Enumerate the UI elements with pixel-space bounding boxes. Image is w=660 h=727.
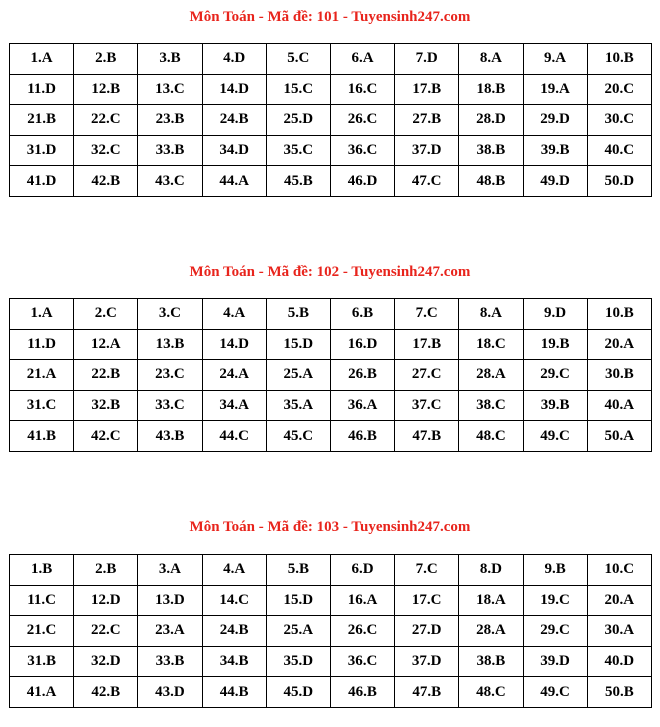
answer-cell: 50.B [587,677,651,708]
answer-cell: 7.C [395,555,459,586]
answer-cell: 16.D [330,329,394,360]
answer-cell: 41.D [10,166,74,197]
answer-cell: 10.C [587,555,651,586]
answer-cell: 48.C [459,421,523,452]
answer-cell: 13.C [138,74,202,105]
answer-cell: 17.C [395,585,459,616]
answer-cell: 44.C [202,421,266,452]
answer-cell: 13.D [138,585,202,616]
answer-cell: 3.A [138,555,202,586]
answer-cell: 19.C [523,585,587,616]
table-row [10,74,652,105]
answer-cell: 26.B [330,360,394,391]
answer-table-102 [9,298,652,452]
answer-cell: 48.B [459,166,523,197]
answer-cell: 19.A [523,74,587,105]
answer-cell: 9.B [523,555,587,586]
answer-cell: 50.D [587,166,651,197]
answer-cell: 30.B [587,360,651,391]
table-row [10,166,652,197]
answer-cell: 20.A [587,329,651,360]
answer-cell: 20.A [587,585,651,616]
answer-cell: 22.B [74,360,138,391]
answer-cell: 1.A [10,44,74,75]
table-row [10,329,652,360]
answer-cell: 35.D [266,646,330,677]
answer-table-body [10,44,652,197]
answer-cell: 37.D [395,135,459,166]
answer-cell: 50.A [587,421,651,452]
answer-cell: 28.D [459,105,523,136]
answer-cell: 42.B [74,166,138,197]
answer-cell: 26.C [330,105,394,136]
answer-cell: 43.C [138,166,202,197]
table-row [10,585,652,616]
answer-cell: 8.D [459,555,523,586]
answer-cell: 21.B [10,105,74,136]
answer-cell: 12.B [74,74,138,105]
table-row [10,135,652,166]
answer-cell: 46.B [330,421,394,452]
answer-cell: 9.A [523,44,587,75]
answer-table-103 [9,554,652,708]
answer-cell: 39.D [523,646,587,677]
answer-cell: 31.C [10,390,74,421]
table-row [10,616,652,647]
answer-cell: 37.D [395,646,459,677]
answer-cell: 10.B [587,299,651,330]
answer-cell: 30.A [587,616,651,647]
answer-cell: 45.D [266,677,330,708]
answer-cell: 5.B [266,555,330,586]
answer-cell: 33.B [138,135,202,166]
answer-table-101 [9,43,652,197]
answer-cell: 13.B [138,329,202,360]
answer-cell: 34.D [202,135,266,166]
answer-cell: 25.D [266,105,330,136]
answer-cell: 36.C [330,135,394,166]
answer-cell: 20.C [587,74,651,105]
answer-cell: 19.B [523,329,587,360]
answer-cell: 31.B [10,646,74,677]
answer-cell: 6.B [330,299,394,330]
table-row [10,360,652,391]
answer-cell: 38.B [459,646,523,677]
answer-cell: 38.B [459,135,523,166]
answer-cell: 21.C [10,616,74,647]
answer-cell: 49.C [523,677,587,708]
answer-cell: 14.C [202,585,266,616]
answer-cell: 18.B [459,74,523,105]
answer-cell: 15.C [266,74,330,105]
answer-table-body [10,299,652,452]
answer-cell: 35.A [266,390,330,421]
answer-cell: 6.A [330,44,394,75]
answer-cell: 29.D [523,105,587,136]
answer-cell: 30.C [587,105,651,136]
answer-cell: 46.D [330,166,394,197]
answer-cell: 22.C [74,616,138,647]
answer-cell: 42.C [74,421,138,452]
answer-cell: 4.D [202,44,266,75]
answer-cell: 36.C [330,646,394,677]
answer-cell: 33.B [138,646,202,677]
answer-cell: 7.C [395,299,459,330]
answer-cell: 45.B [266,166,330,197]
table-row [10,44,652,75]
table-row [10,677,652,708]
answer-cell: 5.C [266,44,330,75]
answer-cell: 32.C [74,135,138,166]
answer-cell: 11.D [10,74,74,105]
answer-cell: 49.C [523,421,587,452]
answer-cell: 43.B [138,421,202,452]
section-1-title: Môn Toán - Mã đề: 101 - Tuyensinh247.com [189,9,471,25]
answer-cell: 46.B [330,677,394,708]
answer-cell: 25.A [266,616,330,647]
section-3-title: Môn Toán - Mã đề: 103 - Tuyensinh247.com [189,519,471,535]
answer-cell: 3.B [138,44,202,75]
answer-cell: 22.C [74,105,138,136]
answer-cell: 14.D [202,74,266,105]
answer-cell: 27.B [395,105,459,136]
answer-cell: 4.A [202,299,266,330]
answer-cell: 36.A [330,390,394,421]
answer-cell: 24.B [202,105,266,136]
answer-cell: 42.B [74,677,138,708]
answer-cell: 34.A [202,390,266,421]
answer-cell: 15.D [266,329,330,360]
table-row [10,299,652,330]
table-row [10,105,652,136]
answer-cell: 14.D [202,329,266,360]
answer-cell: 47.C [395,166,459,197]
table-row [10,646,652,677]
answer-cell: 11.D [10,329,74,360]
table-row [10,390,652,421]
answer-cell: 23.C [138,360,202,391]
answer-cell: 32.D [74,646,138,677]
answer-cell: 9.D [523,299,587,330]
answer-cell: 23.B [138,105,202,136]
answer-cell: 27.C [395,360,459,391]
answer-cell: 6.D [330,555,394,586]
answer-cell: 24.A [202,360,266,391]
answer-cell: 29.C [523,360,587,391]
answer-cell: 25.A [266,360,330,391]
answer-cell: 28.A [459,616,523,647]
answer-cell: 35.C [266,135,330,166]
answer-cell: 18.C [459,329,523,360]
answer-cell: 40.D [587,646,651,677]
answer-cell: 40.A [587,390,651,421]
answer-cell: 10.B [587,44,651,75]
answer-cell: 2.B [74,555,138,586]
answer-cell: 2.C [74,299,138,330]
answer-cell: 4.A [202,555,266,586]
answer-cell: 27.D [395,616,459,647]
section-2-title: Môn Toán - Mã đề: 102 - Tuyensinh247.com [189,264,471,280]
answer-cell: 32.B [74,390,138,421]
answer-cell: 3.C [138,299,202,330]
answer-cell: 44.B [202,677,266,708]
answer-cell: 11.C [10,585,74,616]
answer-cell: 40.C [587,135,651,166]
answer-cell: 47.B [395,677,459,708]
answer-cell: 47.B [395,421,459,452]
answer-cell: 15.D [266,585,330,616]
answer-cell: 12.A [74,329,138,360]
answer-cell: 41.A [10,677,74,708]
answer-cell: 28.A [459,360,523,391]
answer-cell: 1.A [10,299,74,330]
answer-cell: 2.B [74,44,138,75]
table-row [10,555,652,586]
answer-cell: 37.C [395,390,459,421]
answer-cell: 39.B [523,390,587,421]
answer-cell: 45.C [266,421,330,452]
answer-cell: 49.D [523,166,587,197]
answer-cell: 12.D [74,585,138,616]
answer-cell: 5.B [266,299,330,330]
answer-cell: 16.C [330,74,394,105]
answer-cell: 7.D [395,44,459,75]
answer-cell: 1.B [10,555,74,586]
answer-cell: 17.B [395,74,459,105]
answer-cell: 48.C [459,677,523,708]
answer-cell: 8.A [459,299,523,330]
answer-cell: 43.D [138,677,202,708]
answer-cell: 31.D [10,135,74,166]
answer-cell: 8.A [459,44,523,75]
answer-cell: 29.C [523,616,587,647]
answer-table-body [10,555,652,708]
answer-cell: 41.B [10,421,74,452]
answer-cell: 26.C [330,616,394,647]
table-row [10,421,652,452]
answer-cell: 39.B [523,135,587,166]
answer-cell: 44.A [202,166,266,197]
answer-cell: 23.A [138,616,202,647]
answer-cell: 16.A [330,585,394,616]
answer-cell: 18.A [459,585,523,616]
answer-cell: 21.A [10,360,74,391]
answer-cell: 24.B [202,616,266,647]
answer-cell: 38.C [459,390,523,421]
answer-cell: 33.C [138,390,202,421]
answer-cell: 17.B [395,329,459,360]
answer-cell: 34.B [202,646,266,677]
